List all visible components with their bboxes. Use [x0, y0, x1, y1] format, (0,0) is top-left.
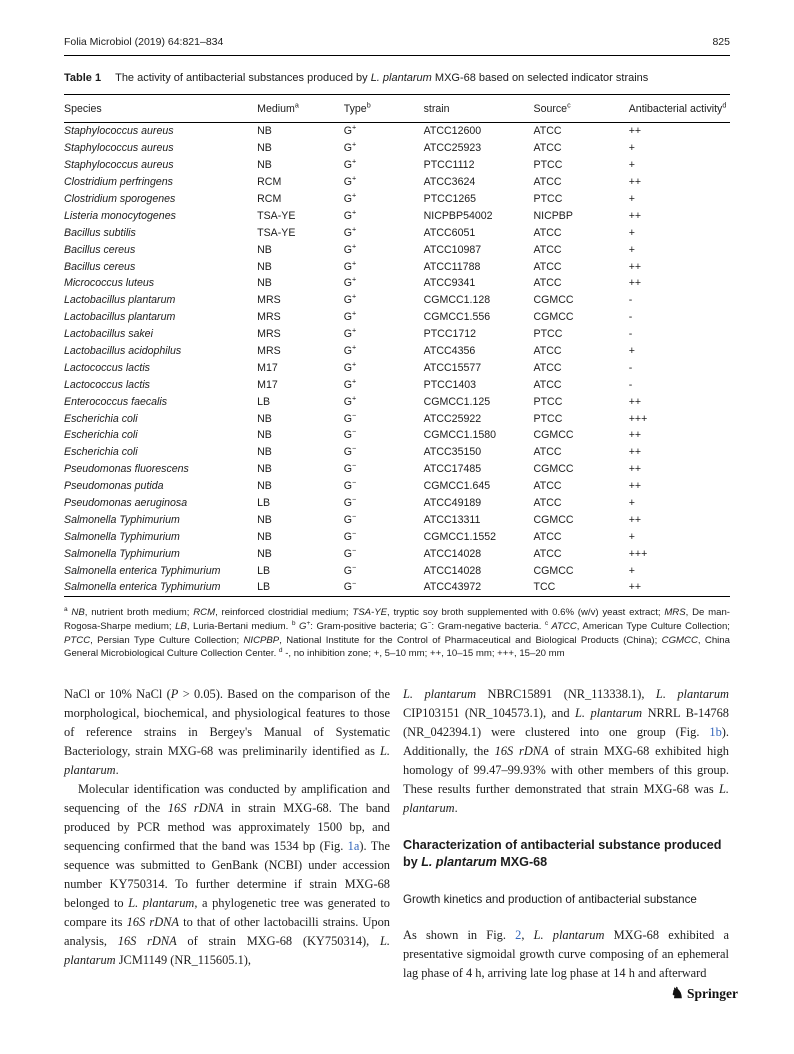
column-header-source: Source$^c$ — [534, 95, 629, 123]
species-cell: Listeria monocytogenes — [64, 209, 176, 222]
species-cell: Clostridium perfringens — [64, 176, 173, 189]
activity-cell: ++ — [628, 125, 642, 138]
source-cell: CGMCC — [533, 429, 574, 442]
activity-cell: ++ — [628, 429, 642, 442]
column-header-strain: strain — [424, 95, 534, 123]
type-cell: G+ — [343, 139, 357, 155]
species-cell: Staphylococcus aureus — [64, 142, 174, 155]
species-cell: Pseudomonas putida — [64, 480, 164, 493]
table-row — [64, 224, 730, 241]
section-heading: Characterization of antibacterial substance produced by L. plantarum MXG-68 — [403, 838, 722, 870]
activity-cell: - — [628, 294, 633, 307]
medium-cell: NB — [257, 277, 272, 290]
table-row — [64, 511, 730, 528]
type-cell: G+ — [343, 376, 357, 391]
table-row — [64, 579, 730, 596]
strain-cell: ATCC25922 — [423, 412, 482, 425]
springer-logo — [671, 986, 738, 1002]
table-row — [64, 275, 730, 292]
species-cell: Bacillus cereus — [64, 243, 136, 256]
type-cell: G+ — [343, 325, 357, 341]
medium-cell: NB — [257, 446, 272, 459]
source-cell: ATCC — [533, 125, 562, 138]
strain-cell: ATCC14028 — [423, 547, 482, 560]
table-row — [64, 207, 730, 224]
source-cell: ATCC — [533, 446, 562, 459]
table-row — [64, 410, 730, 427]
table-label: Table 1 — [64, 72, 102, 84]
table-row — [64, 427, 730, 444]
activity-cell: +++ — [628, 547, 648, 560]
species-cell: Lactobacillus sakei — [64, 328, 153, 341]
source-cell: ATCC — [533, 142, 562, 155]
type-cell: G− — [343, 477, 357, 493]
activity-cell: ++ — [628, 581, 642, 594]
source-cell: PTCC — [533, 193, 563, 205]
medium-cell: TSA-YE — [257, 226, 296, 239]
type-cell: G+ — [343, 274, 357, 290]
indicator-strain-table — [64, 94, 730, 597]
strain-cell: CGMCC1.125 — [423, 395, 491, 408]
type-cell: G− — [343, 545, 357, 560]
running-head — [64, 36, 730, 56]
table-row — [64, 157, 730, 174]
medium-cell: LB — [257, 497, 271, 510]
type-cell: G− — [343, 562, 357, 577]
source-cell: ATCC — [533, 497, 562, 510]
activity-cell: ++ — [628, 395, 642, 408]
source-cell: PTCC — [533, 328, 563, 341]
column-header-medium: Medium$^a$ — [257, 95, 344, 123]
type-cell: G+ — [343, 173, 357, 189]
source-cell: ATCC — [533, 243, 562, 256]
table-row — [64, 444, 730, 461]
strain-cell: PTCC1712 — [423, 328, 477, 341]
strain-cell: CGMCC1.1552 — [423, 530, 497, 543]
activity-cell: + — [628, 530, 635, 543]
table-row — [64, 326, 730, 343]
strain-cell: CGMCC1.556 — [423, 311, 491, 324]
column-header-type: Type$^b$ — [344, 95, 424, 123]
species-cell: Escherichia coli — [64, 412, 138, 425]
medium-cell: NB — [257, 480, 272, 493]
activity-cell: + — [628, 345, 635, 358]
source-cell: NICPBP — [533, 209, 573, 222]
table-row — [64, 309, 730, 326]
species-cell: Escherichia coli — [64, 429, 138, 442]
strain-cell: ATCC43972 — [423, 581, 482, 594]
table-row — [64, 174, 730, 191]
medium-cell: NB — [257, 547, 272, 560]
strain-cell: ATCC9341 — [423, 277, 476, 290]
type-cell: G+ — [343, 308, 357, 324]
species-cell: Staphylococcus aureus — [64, 159, 174, 172]
medium-cell: M17 — [257, 361, 278, 374]
strain-cell: NICPBP54002 — [423, 209, 493, 222]
activity-cell: ++ — [628, 513, 642, 526]
source-cell: ATCC — [533, 277, 562, 290]
strain-cell: ATCC15577 — [423, 361, 482, 374]
strain-cell: ATCC6051 — [423, 226, 476, 239]
source-cell: PTCC — [533, 159, 563, 172]
medium-cell: RCM — [257, 193, 282, 205]
medium-cell: MRS — [257, 328, 281, 341]
species-cell: Enterococcus faecalis — [64, 395, 168, 408]
activity-cell: + — [628, 142, 635, 155]
body-paragraph: As shown in Fig. 2, L. plantarum MXG-68 exhibited a presentative sigmoidal growth curve composing of an ephemeral lag phase of 4 h, arriving late log phase at 14 h and afterward — [403, 928, 730, 981]
medium-cell: M17 — [257, 378, 278, 391]
figure-link[interactable]: 2 — [515, 928, 522, 943]
strain-cell: CGMCC1.128 — [423, 294, 491, 307]
medium-cell: NB — [257, 412, 272, 425]
type-cell: G+ — [343, 241, 357, 256]
table-row — [64, 140, 730, 157]
species-cell: Salmonella enterica Typhimurium — [64, 581, 221, 594]
table-row — [64, 478, 730, 495]
type-cell: G− — [343, 528, 357, 543]
medium-cell: TSA-YE — [257, 209, 296, 222]
type-cell: G− — [343, 460, 357, 476]
source-cell: CGMCC — [533, 311, 574, 324]
type-cell: G− — [343, 494, 357, 510]
source-cell: ATCC — [533, 260, 562, 273]
type-cell: G− — [343, 443, 357, 459]
column-header-species: Species — [64, 95, 257, 123]
table-caption — [64, 72, 730, 84]
section-subheading: Growth kinetics and production of antibacterial substance — [403, 893, 697, 907]
table-row — [64, 376, 730, 393]
activity-cell: ++ — [628, 446, 642, 459]
strain-cell: ATCC11788 — [423, 260, 481, 273]
medium-cell: RCM — [257, 176, 282, 189]
species-cell: Salmonella enterica Typhimurium — [64, 564, 221, 577]
activity-cell: + — [628, 564, 635, 577]
strain-cell: ATCC17485 — [423, 463, 482, 476]
type-cell: G− — [343, 426, 357, 442]
body-column-right — [403, 685, 729, 983]
figure-link[interactable]: 1b — [709, 725, 722, 740]
type-cell: G+ — [343, 359, 357, 374]
table-row — [64, 359, 730, 376]
table-row — [64, 343, 730, 360]
species-cell: Staphylococcus aureus — [64, 125, 174, 138]
species-cell: Salmonella Typhimurium — [64, 530, 180, 543]
figure-link[interactable]: 1a — [347, 839, 360, 854]
activity-cell: - — [628, 328, 633, 341]
activity-cell: + — [628, 243, 635, 256]
species-cell: Lactobacillus plantarum — [64, 311, 176, 324]
type-cell: G+ — [343, 190, 357, 205]
strain-cell: ATCC49189 — [423, 497, 482, 510]
medium-cell: NB — [257, 125, 272, 138]
species-cell: Pseudomonas aeruginosa — [64, 497, 188, 510]
source-cell: ATCC — [533, 176, 562, 189]
species-cell: Salmonella Typhimurium — [64, 547, 180, 560]
source-cell: ATCC — [533, 378, 562, 391]
source-cell: TCC — [533, 581, 556, 594]
medium-cell: MRS — [257, 294, 281, 307]
type-cell: G+ — [343, 122, 357, 138]
source-cell: ATCC — [533, 345, 562, 358]
activity-cell: + — [628, 497, 635, 510]
strain-cell: ATCC25923 — [423, 142, 482, 155]
medium-cell: NB — [257, 243, 272, 256]
table-row — [64, 292, 730, 309]
table-row — [64, 123, 730, 140]
table-row — [64, 393, 730, 410]
source-cell: PTCC — [533, 412, 563, 425]
activity-cell: ++ — [628, 176, 642, 189]
medium-cell: NB — [257, 530, 272, 543]
table-header — [64, 95, 730, 123]
species-cell: Salmonella Typhimurium — [64, 513, 180, 526]
medium-cell: MRS — [257, 311, 281, 324]
type-cell: G+ — [343, 342, 357, 358]
type-cell: G+ — [343, 224, 357, 239]
source-cell: ATCC — [533, 480, 562, 493]
body-paragraph: Molecular identification was conducted by amplification and sequencing of the 16S rDNA in strain MXG-68. The band produced by PCR method was approximately 1500 bp, and sequencing confirmed that the band was 1534 bp (Fig. 1a). The sequence was submitted to GenBank (NCBI) under accession number KY750314. To further determine if strain MXG-68 belonged to L. plantarum, a phylogenetic tree was generated to compare its 16S rDNA to that of other lactobacilli strains. Upon analysis, 16S rDNA of strain MXG-68 (KY750314), L. plantarum JCM1149 (NR_115605.1), — [64, 782, 390, 968]
type-cell: G+ — [343, 393, 357, 408]
table-row — [64, 461, 730, 478]
medium-cell: LB — [257, 395, 271, 408]
strain-cell: PTCC1112 — [423, 159, 475, 172]
type-cell: G+ — [343, 156, 357, 172]
species-cell: Lactococcus lactis — [64, 361, 150, 374]
medium-cell: NB — [257, 463, 272, 476]
body-paragraph: NaCl or 10% NaCl (P > 0.05). Based on the comparison of the morphological, biochemical, and physiological features to those of reference strains in Bergey's Manual of Systematic Bacteriology, strain MXG-68 was preliminarily identified as L. plantarum. — [64, 687, 390, 778]
activity-cell: ++ — [628, 209, 642, 222]
column-header-activity: Antibacterial activity$^d$ — [629, 95, 730, 123]
species-cell: Lactobacillus plantarum — [64, 294, 176, 307]
source-cell: ATCC — [533, 226, 562, 239]
medium-cell: NB — [257, 159, 272, 172]
source-cell: CGMCC — [533, 564, 574, 577]
species-cell: Lactococcus lactis — [64, 378, 150, 391]
strain-cell: PTCC1403 — [423, 378, 477, 391]
activity-cell: - — [628, 361, 633, 374]
activity-cell: +++ — [628, 412, 648, 425]
medium-cell: NB — [257, 513, 272, 526]
species-cell: Escherichia coli — [64, 446, 138, 459]
medium-cell: NB — [257, 429, 272, 442]
medium-cell: LB — [257, 564, 271, 577]
species-cell: Bacillus cereus — [64, 260, 136, 273]
journal-citation: Folia Microbiol (2019) 64:821–834 — [64, 36, 224, 48]
body-column-left — [64, 685, 390, 983]
strain-cell: ATCC3624 — [423, 176, 476, 189]
body-paragraph: L. plantarum NBRC15891 (NR_113338.1), L. plantarum CIP103151 (NR_104573.1), and L. plantarum NRRL B-14768 (NR_042394.1) were clustered into one group (Fig. 1b). Additionally, the 16S rDNA of strain MXG-68 exhibited high homology of 99.47–99.93% with other members of this group. These results further demonstrated that strain MXG-68 was L. plantarum. — [403, 687, 730, 816]
strain-cell: ATCC13311 — [423, 513, 481, 526]
type-cell: G− — [343, 410, 357, 425]
table-body — [64, 123, 730, 597]
activity-cell: ++ — [628, 260, 642, 273]
strain-cell: CGMCC1.1580 — [423, 429, 497, 442]
species-cell: Clostridium sporogenes — [64, 193, 176, 205]
activity-cell: + — [628, 193, 635, 205]
species-cell: Bacillus subtilis — [64, 226, 136, 239]
activity-cell: + — [628, 226, 635, 239]
table-row — [64, 562, 730, 579]
strain-cell: PTCC1265 — [423, 193, 477, 205]
table-footnote: $^a$ NB, nutrient broth medium; RCM, reinforced clostridial medium; TSA-YE, tryptic soy broth supplemented with 0.6% (w/v) yeast extract; MRS, De man-Rogosa-Sharpe medium; LB, Luria-Bertani medium. $^b$ G+: Gram-positive bacteria; G−: Gram-negative bacteria. $^c$ ATCC, American Type Culture Collection; PTCC, Persian Type Culture Collection; NICPBP, National Institute for the Control of Pharmaceutical and Biological Products (China); CGMCC, China General Microbiological Culture Collection Center. $^d$ -, no inhibition zone; +, 5–10 mm; ++, 10–15 mm; +++, 15–20 mm — [64, 605, 731, 660]
type-cell: G− — [343, 511, 357, 526]
table-row — [64, 258, 730, 275]
table-caption-text: The activity of antibacterial substances produced by L. plantarum MXG-68 based on selected indicator strains — [115, 72, 649, 84]
table-row — [64, 495, 730, 512]
strain-cell: ATCC10987 — [423, 243, 482, 256]
activity-cell: ++ — [628, 463, 642, 476]
medium-cell: MRS — [257, 345, 281, 358]
activity-cell: - — [628, 311, 633, 324]
strain-cell: ATCC12600 — [423, 125, 482, 138]
source-cell: ATCC — [533, 547, 562, 560]
table-row — [64, 241, 730, 258]
table-row — [64, 191, 730, 208]
species-cell: Micrococcus luteus — [64, 277, 155, 290]
type-cell: G− — [343, 578, 357, 594]
table-row — [64, 528, 730, 545]
source-cell: CGMCC — [533, 463, 574, 476]
species-cell: Lactobacillus acidophilus — [64, 345, 182, 358]
activity-cell: ++ — [628, 480, 642, 493]
strain-cell: ATCC35150 — [423, 446, 482, 459]
source-cell: ATCC — [533, 361, 562, 374]
strain-cell: ATCC14028 — [423, 564, 482, 577]
springer-wordmark: Springer — [686, 986, 738, 1001]
type-cell: G+ — [343, 207, 357, 222]
springer-knight-icon: ♞ — [670, 985, 684, 1002]
strain-cell: CGMCC1.645 — [423, 480, 491, 493]
table-row — [64, 545, 730, 562]
medium-cell: NB — [257, 142, 272, 155]
type-cell: G+ — [343, 258, 357, 273]
body-text — [64, 685, 730, 983]
activity-cell: ++ — [628, 277, 642, 290]
source-cell: CGMCC — [533, 294, 574, 307]
activity-cell: + — [628, 159, 635, 172]
medium-cell: LB — [257, 581, 271, 594]
page-number: 825 — [712, 36, 730, 48]
type-cell: G+ — [343, 291, 357, 307]
source-cell: CGMCC — [533, 513, 574, 526]
source-cell: PTCC — [533, 395, 563, 408]
species-cell: Pseudomonas fluorescens — [64, 463, 189, 476]
strain-cell: ATCC4356 — [423, 345, 476, 358]
source-cell: ATCC — [533, 530, 562, 543]
medium-cell: NB — [257, 260, 272, 273]
activity-cell: - — [628, 378, 633, 391]
